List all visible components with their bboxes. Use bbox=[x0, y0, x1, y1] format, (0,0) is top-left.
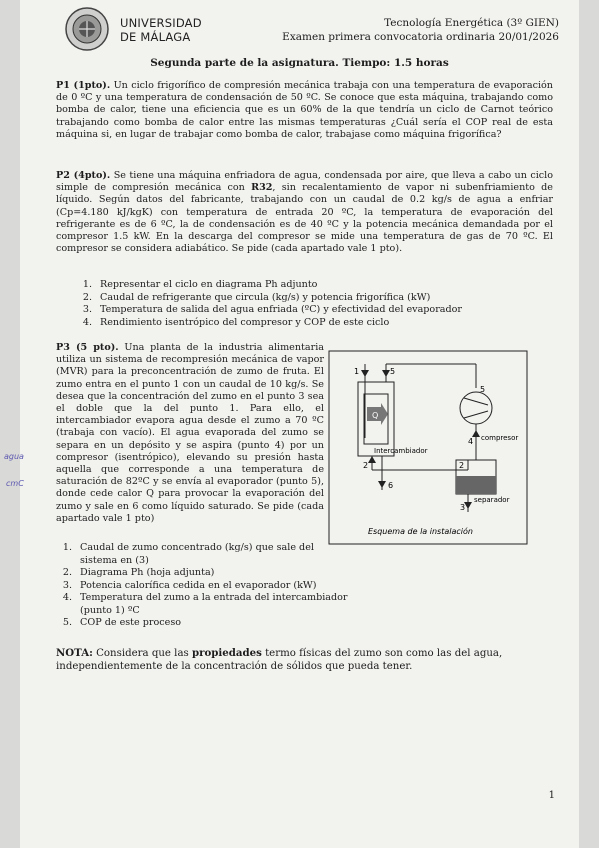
separator-label: separador bbox=[474, 496, 510, 504]
point-label: 6 bbox=[388, 481, 394, 490]
compressor-line bbox=[464, 411, 488, 418]
list-item: 5. COP de este proceso bbox=[62, 617, 182, 628]
problem-2-items bbox=[72, 279, 542, 329]
section-title: Segunda parte de la asignatura. Tiempo: 1.5 horas bbox=[150, 57, 449, 69]
note-text-after: termo físicas del zumo son como las del agua, independientemente de la concentración de sólidos que pueda tener. bbox=[56, 648, 503, 672]
point-label: 2 bbox=[363, 461, 369, 470]
university-seal-logo bbox=[64, 6, 110, 52]
exam-page bbox=[4, 0, 579, 848]
list-item: 3. Temperatura de salida del agua enfriada (ºC) y efectividad del evaporador bbox=[82, 304, 463, 315]
problem-1-text: Un ciclo frigorífico de compresión mecánica trabaja con una temperatura de evaporación de 0 ºC y una temperatura de condensación de 50 ºC. Se conoce que esta máquina, trabajando como bomba de calor, tiene una eficiencia que es un 60% de la que tendría un ciclo de Carnot teórico trabajando como bomba de calor entre las mismas temperaturas ¿Cuál sería el COP real de esta máquina si, en lugar de trabajar como bomba de calor, trabajase como máquina frigorífica? bbox=[56, 80, 553, 140]
handwritten-note: cmC bbox=[6, 479, 24, 488]
list-item: 4. Rendimiento isentrópico del compresor y COP de este ciclo bbox=[82, 316, 390, 328]
compressor-line bbox=[464, 398, 488, 405]
university-name-line1: UNIVERSIDAD bbox=[120, 16, 202, 30]
stream-1-arrow-icon bbox=[361, 370, 369, 377]
stream-3-arrow-icon bbox=[464, 502, 472, 509]
stream-6-arrow-icon bbox=[378, 481, 386, 488]
problem-3-items bbox=[52, 542, 352, 630]
course-title: Tecnología Energética (3º GIEN) bbox=[384, 17, 559, 29]
note-bold-word: propiedades bbox=[192, 647, 262, 659]
separator-liquid bbox=[456, 476, 496, 494]
problem-2-text-before: Se tiene una máquina enfriadora de agua, condensada por aire, que lleva a cabo un ciclo simple de compresión mecánica con bbox=[56, 170, 553, 194]
diagram-caption: Esquema de la instalación bbox=[368, 527, 473, 536]
stream-5-arrow-icon bbox=[382, 370, 390, 377]
heat-q-label: Q bbox=[372, 411, 379, 420]
list-item: 1. Caudal de zumo concentrado (kg/s) que sale del sistema en (3) bbox=[62, 542, 314, 566]
list-item: 2. Diagrama Ph (hoja adjunta) bbox=[62, 567, 215, 578]
stream-4-arrow-icon bbox=[472, 430, 480, 437]
point-label: 2 bbox=[459, 461, 465, 470]
problem-2-refrigerant: R32 bbox=[251, 182, 273, 194]
list-item: 1. Representar el ciclo en diagrama Ph adjunto bbox=[82, 279, 318, 290]
list-item: 3. Potencia calorífica cedida en el evaporador (kW) bbox=[62, 579, 317, 591]
note-text-before: Considera que las bbox=[96, 648, 189, 659]
problem-3 bbox=[56, 342, 324, 525]
installation-schematic bbox=[328, 350, 528, 545]
stream-2-arrow-icon bbox=[368, 456, 376, 463]
point-label: 5 bbox=[480, 385, 486, 394]
handwritten-note: agua bbox=[4, 452, 24, 461]
problem-3-label: P3 (5 pto). bbox=[56, 342, 119, 353]
exam-title: Examen primera convocatoria ordinaria 20/01/2026 bbox=[282, 31, 559, 43]
page-number: 1 bbox=[548, 790, 555, 801]
list-item: 2. Caudal de refrigerante que circula (kg/s) y potencia frigorífica (kW) bbox=[82, 291, 431, 303]
heat-arrow-icon bbox=[381, 403, 388, 425]
diagram-frame bbox=[329, 351, 527, 544]
exchanger-label: Intercambiador bbox=[374, 447, 428, 455]
problem-2-text-after: , sin recalentamiento de vapor ni subenfriamiento de líquido. Según datos del fabricante, trabajando con un caudal de 0.2 kg/s de agua a enfriar (Cp=4.180 kJ/kgK) con temperatura de entrada 20 ºC, la temperatura de evaporación del refrigerante es de 6 ºC, la de condensación es de 40 ºC y la potencia mecánica demandada por el compresor 1.5 kW. En la descarga del compresor se mide una temperatura de gas de 70 ºC. El compresor se considera adiabático. Se pide (cada apartado vale 1 pto). bbox=[56, 182, 553, 255]
point-label: 4 bbox=[468, 437, 474, 446]
point-label: 3 bbox=[460, 503, 466, 512]
compressor-label: compresor bbox=[481, 434, 519, 442]
problem-3-text: Una planta de la industria alimentaria utiliza un sistema de recompresión mecánica de vapor (MVR) para la preconcentración de zumo de fruta. El zumo entra en el punto 1 con un caudal de 10 kg/s. Se desea que la concentración del zumo en el punto 3 sea el doble que la del punto 1. Para ello, el intercambiador evapora agua desde el zumo a 70 ºC (trabaja con vacío). El agua evaporada del zumo se separa en un depósito y se aspira (punto 4) por un compresor (isentrópico), elevando su presión hasta aquella que corresponde a una temperatura de saturación de 82ºC y se envía al evaporador (punto 5), donde cede calor Q para provocar la evaporación del zumo y sale en 6 como líquido saturado. Se pide (cada apartado vale 1 pto) bbox=[56, 342, 324, 524]
note-label: NOTA: bbox=[56, 647, 93, 659]
problem-1 bbox=[56, 80, 553, 141]
university-name-line2: DE MÁLAGA bbox=[120, 30, 191, 44]
problem-2-label: P2 (4pto). bbox=[56, 170, 111, 181]
note bbox=[56, 647, 556, 673]
problem-2 bbox=[56, 170, 553, 255]
problem-1-label: P1 (1pto). bbox=[56, 80, 111, 91]
list-item: 4. Temperatura del zumo a la entrada del intercambiador (punto 1) ºC bbox=[62, 592, 348, 616]
point-label: 5 bbox=[390, 367, 396, 376]
compressor-symbol bbox=[460, 392, 492, 424]
point-label: 1 bbox=[354, 367, 360, 376]
